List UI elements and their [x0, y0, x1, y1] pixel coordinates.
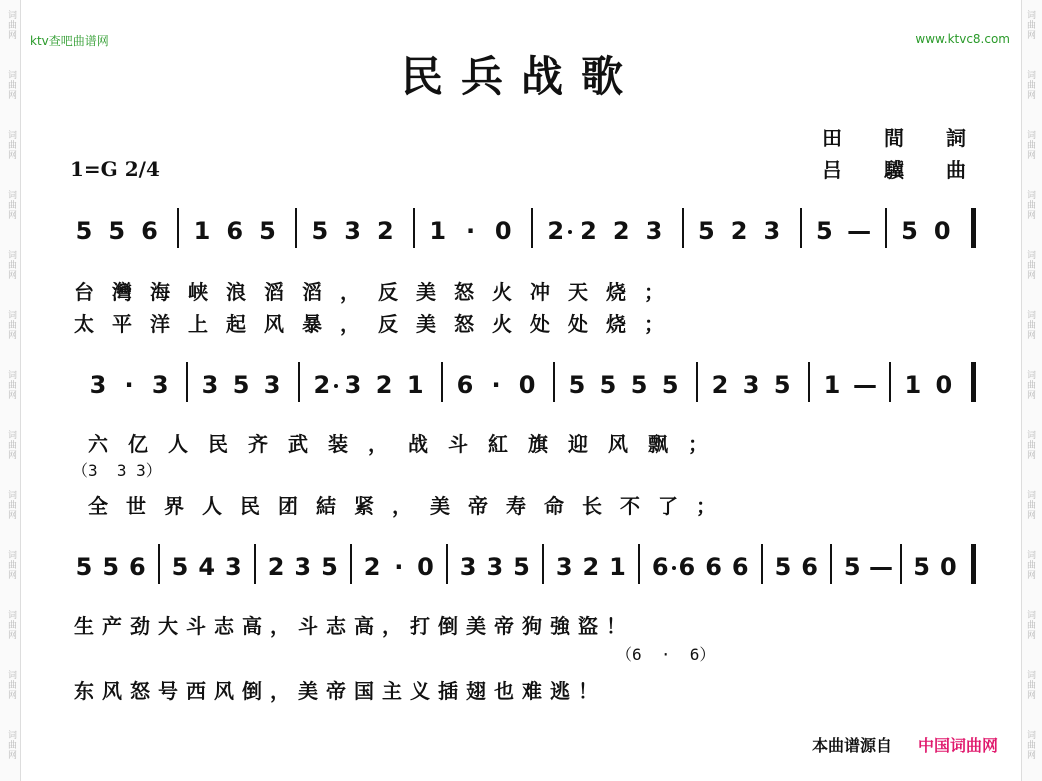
side-watermark: 词曲网	[1025, 70, 1035, 100]
bar-line	[254, 544, 256, 584]
lyrics-line1-verse1: 台灣海峡浪滔滔，反美怒火冲天烧；	[74, 280, 682, 304]
right-site-label[interactable]: www.ktvc8.com	[915, 32, 1010, 46]
final-bar-line	[971, 208, 976, 248]
score-line	[0, 552, 1042, 592]
bar-line	[800, 208, 802, 248]
note: 3	[344, 371, 362, 399]
note: 3	[555, 553, 573, 581]
augmentation-dot	[568, 230, 572, 234]
note: 1	[823, 371, 841, 399]
note: ·	[394, 553, 404, 581]
note: 2	[730, 217, 748, 245]
note: 6	[226, 217, 244, 245]
note: 0	[494, 217, 512, 245]
augmentation-dot	[672, 566, 676, 570]
side-watermark: 词曲网	[6, 10, 16, 40]
score-line	[0, 216, 1042, 256]
note: 2	[363, 553, 381, 581]
note: 5	[661, 371, 679, 399]
note: 3	[201, 371, 219, 399]
note: 1	[609, 553, 626, 581]
note: 3	[263, 371, 281, 399]
bar-line	[177, 208, 179, 248]
note: 2	[547, 217, 565, 245]
note: 2	[313, 371, 331, 399]
note: 5	[630, 371, 648, 399]
key-signature: 1=G 2/4	[70, 157, 160, 181]
footer-source-label: 本曲谱源自	[812, 736, 893, 755]
note: 5	[75, 217, 93, 245]
left-site-label[interactable]: ktv查吧曲谱网	[30, 34, 109, 48]
note: 5	[815, 217, 833, 245]
note: ·	[465, 217, 476, 245]
note: 3	[645, 217, 663, 245]
note: 5	[232, 371, 250, 399]
note: —	[853, 371, 878, 399]
song-title: 民兵战歌	[400, 52, 641, 101]
note: 2	[377, 217, 394, 245]
note: 3	[294, 553, 312, 581]
note: 5	[321, 553, 338, 581]
bar-line	[186, 362, 188, 402]
bar-line	[696, 362, 698, 402]
bar-line	[441, 362, 443, 402]
side-watermark: 词曲网	[6, 670, 16, 700]
note: 3	[486, 553, 504, 581]
note: 3	[763, 217, 781, 245]
note: 5	[774, 553, 792, 581]
bar-line	[885, 208, 887, 248]
composer-credit: 吕驥曲	[822, 158, 1008, 182]
note: 6	[801, 553, 818, 581]
side-watermark: 词曲网	[1025, 250, 1035, 280]
note: 0	[518, 371, 536, 399]
side-watermark: 词曲网	[6, 70, 16, 100]
lyrics-line3-verse1: 生产劲大斗志高，斗志高，打倒美帝狗強盜！	[74, 614, 634, 638]
score-line	[0, 370, 1042, 410]
side-watermark: 词曲网	[6, 310, 16, 340]
note: 5	[698, 217, 715, 245]
note: 2	[375, 371, 393, 399]
note: 5	[513, 553, 530, 581]
note: ·	[491, 371, 501, 399]
note: 5	[102, 553, 120, 581]
side-watermark: 词曲网	[1025, 370, 1035, 400]
bar-line	[413, 208, 415, 248]
lyrics-line3-verse2: 东风怒号西风倒，美帝国主义插翅也难逃！	[74, 679, 606, 703]
bar-line	[900, 544, 902, 584]
side-watermark: 词曲网	[6, 730, 16, 760]
lyrics-line2-alternate-notes: （3 3 3）	[72, 461, 162, 480]
note: ·	[124, 371, 134, 399]
bar-line	[889, 362, 891, 402]
bar-line	[531, 208, 533, 248]
note: 6	[128, 553, 146, 581]
note: 2	[711, 371, 729, 399]
side-watermark: 词曲网	[1025, 670, 1035, 700]
side-watermark: 词曲网	[6, 490, 16, 520]
side-watermark: 词曲网	[1025, 190, 1035, 220]
note: 3	[459, 553, 477, 581]
note: 0	[939, 553, 957, 581]
note: 3	[151, 371, 169, 399]
augmentation-dot	[334, 384, 338, 388]
note: 1	[193, 217, 211, 245]
lyrics-line1-verse2: 太平洋上起风暴，反美怒火处处烧；	[74, 312, 682, 336]
note: 6	[705, 553, 722, 581]
bar-line	[446, 544, 448, 584]
note: 5	[913, 553, 930, 581]
note: —	[847, 217, 872, 245]
note: 6	[678, 553, 696, 581]
note: 5	[259, 217, 276, 245]
side-watermark: 词曲网	[1025, 730, 1035, 760]
note: 2	[612, 217, 630, 245]
bar-line	[808, 362, 810, 402]
note: 1	[904, 371, 922, 399]
lyrics-line3-alternate-notes: （6 · 6）	[616, 645, 716, 664]
side-watermark: 词曲网	[6, 370, 16, 400]
note: 3	[742, 371, 760, 399]
note: 5	[568, 371, 586, 399]
side-watermark: 词曲网	[6, 550, 16, 580]
side-watermark: 词曲网	[6, 250, 16, 280]
note: 1	[406, 371, 424, 399]
lyrics-line2-verse1: 六亿人民齐武装，战斗紅旗迎风飘；	[88, 432, 728, 456]
lyrics-line2-verse2: 全世界人民团結紧，美帝寿命长不了；	[88, 494, 734, 518]
bar-line	[830, 544, 832, 584]
side-watermark: 词曲网	[6, 130, 16, 160]
final-bar-line	[971, 544, 976, 584]
side-watermark: 词曲网	[1025, 310, 1035, 340]
note: 2	[580, 217, 597, 245]
note: 6	[456, 371, 474, 399]
final-bar-line	[971, 362, 976, 402]
note: 5	[311, 217, 329, 245]
bar-line	[682, 208, 684, 248]
side-watermark: 词曲网	[6, 190, 16, 220]
bar-line	[350, 544, 352, 584]
note: 4	[198, 553, 216, 581]
bar-line	[761, 544, 763, 584]
note: —	[868, 553, 893, 581]
bar-line	[295, 208, 297, 248]
bar-line	[542, 544, 544, 584]
note: 2	[582, 553, 600, 581]
side-watermark: 词曲网	[1025, 610, 1035, 640]
side-watermark: 词曲网	[6, 430, 16, 460]
side-watermark: 词曲网	[1025, 10, 1035, 40]
bar-line	[298, 362, 300, 402]
note: 6	[651, 553, 669, 581]
note: 5	[773, 371, 791, 399]
lyricist-credit: 田間詞	[822, 126, 1008, 150]
note: 5	[75, 553, 93, 581]
side-watermark: 词曲网	[1025, 430, 1035, 460]
note: 3	[89, 371, 107, 399]
note: 6	[141, 217, 158, 245]
side-watermark: 词曲网	[1025, 130, 1035, 160]
note: 3	[225, 553, 242, 581]
side-watermark: 词曲网	[1025, 490, 1035, 520]
note: 6	[731, 553, 749, 581]
note: 0	[417, 553, 434, 581]
side-watermark: 词曲网	[1025, 550, 1035, 580]
note: 5	[901, 217, 918, 245]
note: 5	[599, 371, 617, 399]
note: 3	[344, 217, 361, 245]
side-watermark: 词曲网	[6, 610, 16, 640]
note: 5	[108, 217, 126, 245]
bar-line	[553, 362, 555, 402]
bar-line	[638, 544, 640, 584]
note: 0	[933, 217, 951, 245]
note: 0	[935, 371, 953, 399]
footer-source-site[interactable]: 中国词曲网	[918, 736, 999, 755]
bar-line	[158, 544, 160, 584]
note: 1	[429, 217, 447, 245]
note: 5	[171, 553, 189, 581]
note: 5	[843, 553, 861, 581]
note: 2	[267, 553, 285, 581]
